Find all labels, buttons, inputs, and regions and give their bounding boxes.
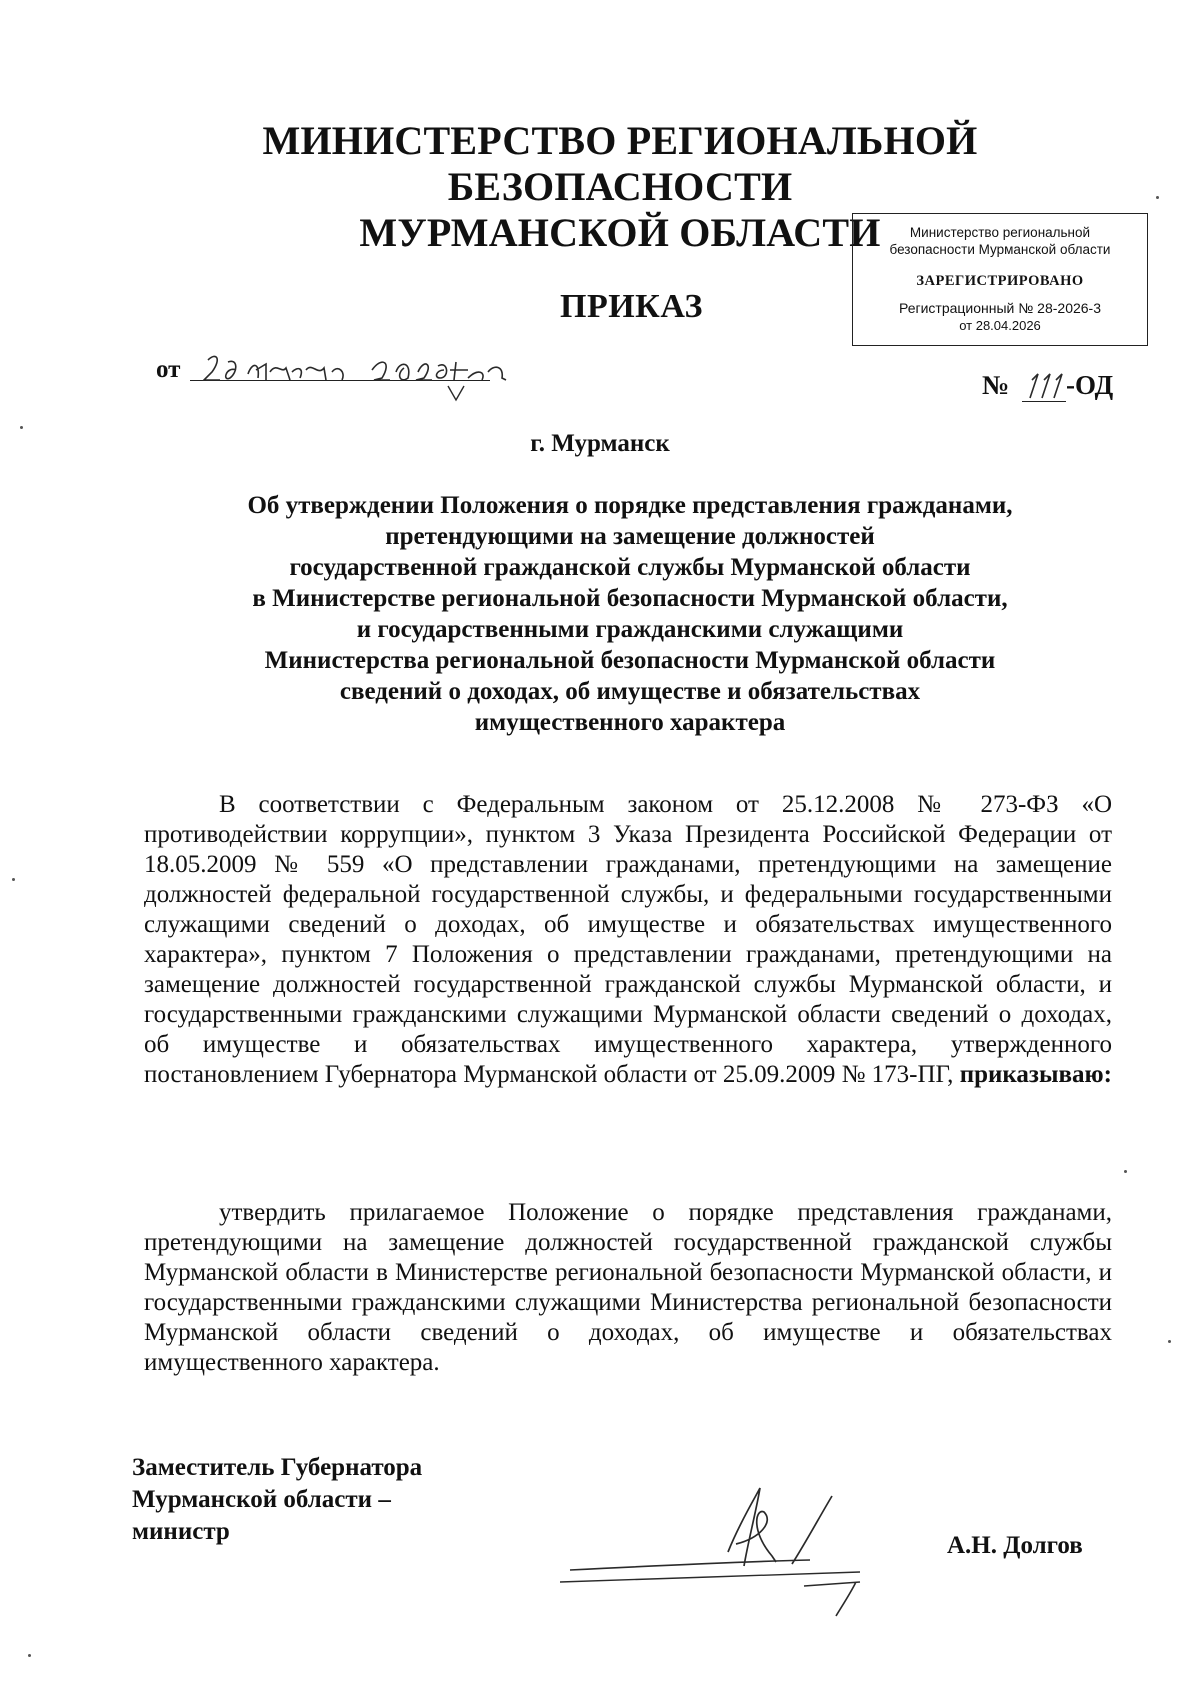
ministry-name-line2: МУРМАНСКОЙ ОБЛАСТИ [359,210,881,255]
signer-position [132,1452,422,1548]
signer-name: А.Н. Долгов [947,1532,1083,1559]
subject-line: имущественного характера [474,709,786,736]
subject-line: и государственными гражданскими служащими [356,616,904,643]
preamble-paragraph [144,790,1112,1090]
date-prefix: от [156,356,181,383]
number-suffix: -ОД [1066,370,1114,400]
subject-line: Об утверждении Положения о порядке представления гражданами, [247,492,1013,519]
document-title: ПРИКАЗ [560,288,703,325]
stamp-registration-date: от 28.04.2026 [959,318,1041,333]
subject-line: претендующими на замещение должностей [385,523,875,550]
ministry-name-line1: МИНИСТЕРСТВО РЕГИОНАЛЬНОЙ БЕЗОПАСНОСТИ [262,118,978,209]
subject-line: в Министерстве региональной безопасности Мурманской области, [252,585,1008,612]
order-subject [190,490,1070,738]
resolution-paragraph: утвердить прилагаемое Положение о порядке представления гражданами, претендующими на замещение должностей государственной гражданской службы Мурманской области в Министерстве региональной безопасности Мурманской области, и государственными гражданскими служащими Министерства региональной безопасности Мурманской области сведений о доходах, об имуществе и обязательствах имущественного характера. [144,1199,1112,1376]
stamp-org-line2: безопасности Мурманской области [889,242,1111,257]
number-sign: № [982,370,1010,400]
stamp-registration-number: Регистрационный № 28-2026-3 [898,300,1101,316]
preamble-text: В соответствии с Федеральным законом от 25.12.2008 № 273-ФЗ «О противодействии коррупции», пунктом 3 Указа Президента Российской Федерации от 18.05.2009 № 559 «О представлении гражданами, претендующими на замещение должностей федеральной государственной службы, и федеральными государственными служащими сведений о доходах, об имуществе и обязательствах имущественного характера», пунктом 7 Положения о представлении гражданами, претендующими на замещение должностей государственной гражданской службы Мурманской области, и государственными гражданскими служащими Мурманской области сведений о доходах, об имуществе и обязательствах имущественного характера, утвержденного постановлением Губернатора Мурманской области от 25.09.2009 № 173-ПГ, [144,791,1112,1088]
handwritten-signature [560,1482,900,1622]
handwritten-date [186,350,526,410]
stamp-status: ЗАРЕГИСТРИРОВАНО [916,273,1084,289]
registration-stamp [852,213,1148,346]
subject-line: Министерства региональной безопасности Мурманской области [264,647,996,674]
order-number [982,370,1142,410]
order-date [156,356,536,406]
signer-position-line3: министр [132,1518,230,1545]
city-line: г. Мурманск [530,430,670,457]
handwritten-number [1022,366,1070,406]
signer-position-line1: Заместитель Губернатора [132,1454,423,1481]
signer-position-line2: Мурманской области – [132,1486,391,1513]
order-directive: приказываю: [959,1061,1112,1088]
subject-line: сведений о доходах, об имуществе и обязательствах [339,678,921,705]
stamp-org-line1: Министерство региональной [909,225,1091,240]
subject-line: государственной гражданской службы Мурманской области [289,554,971,581]
stamp-organization [853,224,1147,258]
